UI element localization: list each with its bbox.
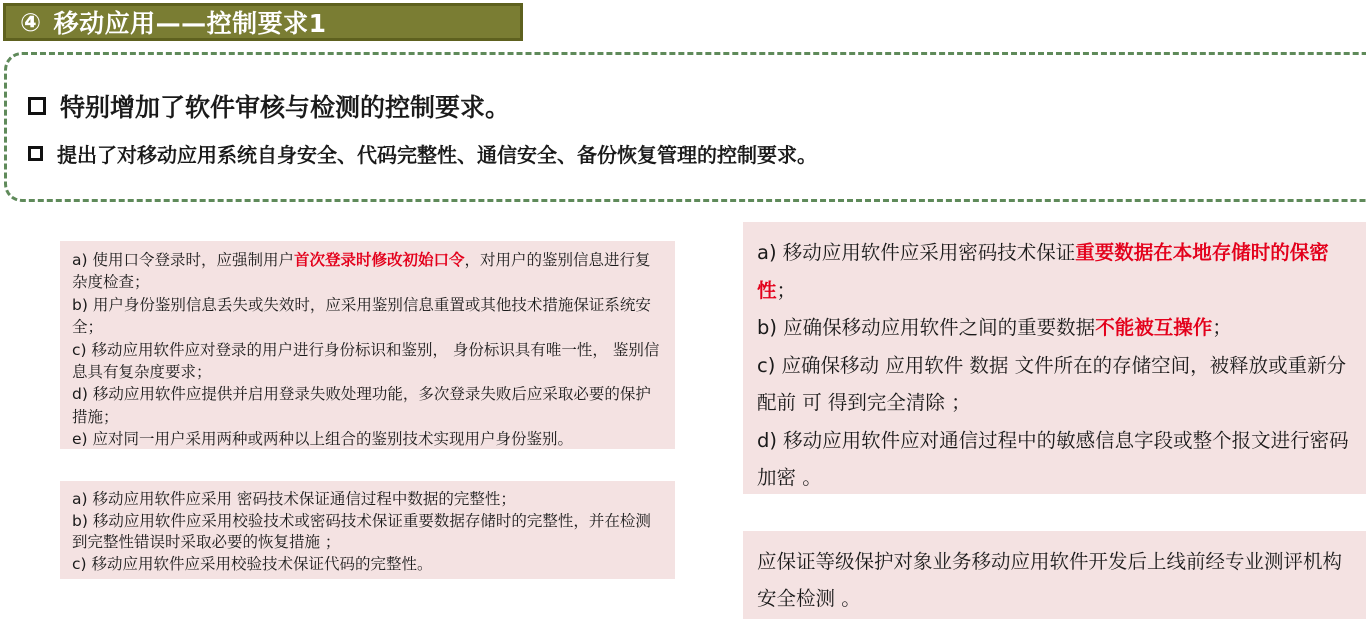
section-title-bar [3, 3, 523, 41]
square-bullet-icon [28, 146, 43, 161]
security-testing-panel [743, 531, 1366, 619]
requirement-item: c) 应确保移动 应用软件 数据 文件所在的存储空间，被释放或重新分配前 可 得到完全清除 ； [757, 353, 1347, 414]
requirement-item: c) 移动应用软件应对登录的用户进行身份标识和鉴别， 身份标识具有唯一性， 鉴别信息具有复杂度要求； [72, 340, 660, 382]
requirement-item: 应保证等级保护对象业务移动应用软件开发后上线前经专业测评机构安全检测 。 [757, 550, 1343, 610]
requirement-item: a) 使用口令登录时，应强制用户首次登录时修改初始口令，对用户的鉴别信息进行复杂度检查； [72, 251, 651, 292]
requirement-item: a) 移动应用软件应采用 密码技术保证通信过程中数据的完整性； [72, 490, 516, 508]
summary-frame [4, 52, 1366, 202]
highlight-text: 重要数据在本地存储时的保密性 [757, 241, 1329, 302]
summary-bullet-text: 提出了对移动应用系统自身安全、代码完整性、通信安全、备份恢复管理的控制要求。 [57, 143, 817, 167]
summary-bullet-text: 特别增加了软件审核与检测的控制要求。 [60, 93, 511, 122]
requirement-item: c) 移动应用软件应采用校验技术保证代码的完整性。 [72, 554, 433, 573]
requirement-item: b) 用户身份鉴别信息丢失或失效时，应采用鉴别信息重置或其他技术措施保证系统安全； [72, 295, 651, 337]
highlight-text: 首次登录时修改初始口令 [293, 251, 465, 269]
requirement-item: b) 移动应用软件应采用校验技术或密码技术保证重要数据存储时的完整性，并在检测到完整性错误时采取必要的恢复措施 ； [72, 511, 651, 552]
section-title: 移动应用——控制要求1 [53, 9, 327, 38]
highlight-text: 不能被互操作 [1095, 316, 1213, 339]
requirement-item: a) 移动应用软件应采用密码技术保证重要数据在本地存储时的保密性； [757, 241, 1329, 302]
summary-bullet-2 [28, 139, 817, 168]
requirement-item: d) 移动应用软件应提供并启用登录失败处理功能，多次登录失败后应采取必要的保护措施； [72, 385, 651, 426]
integrity-requirements-panel [60, 481, 675, 579]
authentication-requirements-panel [60, 241, 675, 449]
summary-bullet-1 [28, 88, 510, 124]
confidentiality-requirements-panel [743, 222, 1366, 494]
section-number: ④ [20, 7, 42, 37]
requirement-item: b) 应确保移动应用软件之间的重要数据不能被互操作； [757, 316, 1232, 339]
square-bullet-icon [28, 97, 46, 115]
requirement-item: e) 应对同一用户采用两种或两种以上组合的鉴别技术实现用户身份鉴别。 [72, 430, 574, 449]
requirement-item: d) 移动应用软件应对通信过程中的敏感信息字段或整个报文进行密码加密 。 [757, 428, 1349, 489]
